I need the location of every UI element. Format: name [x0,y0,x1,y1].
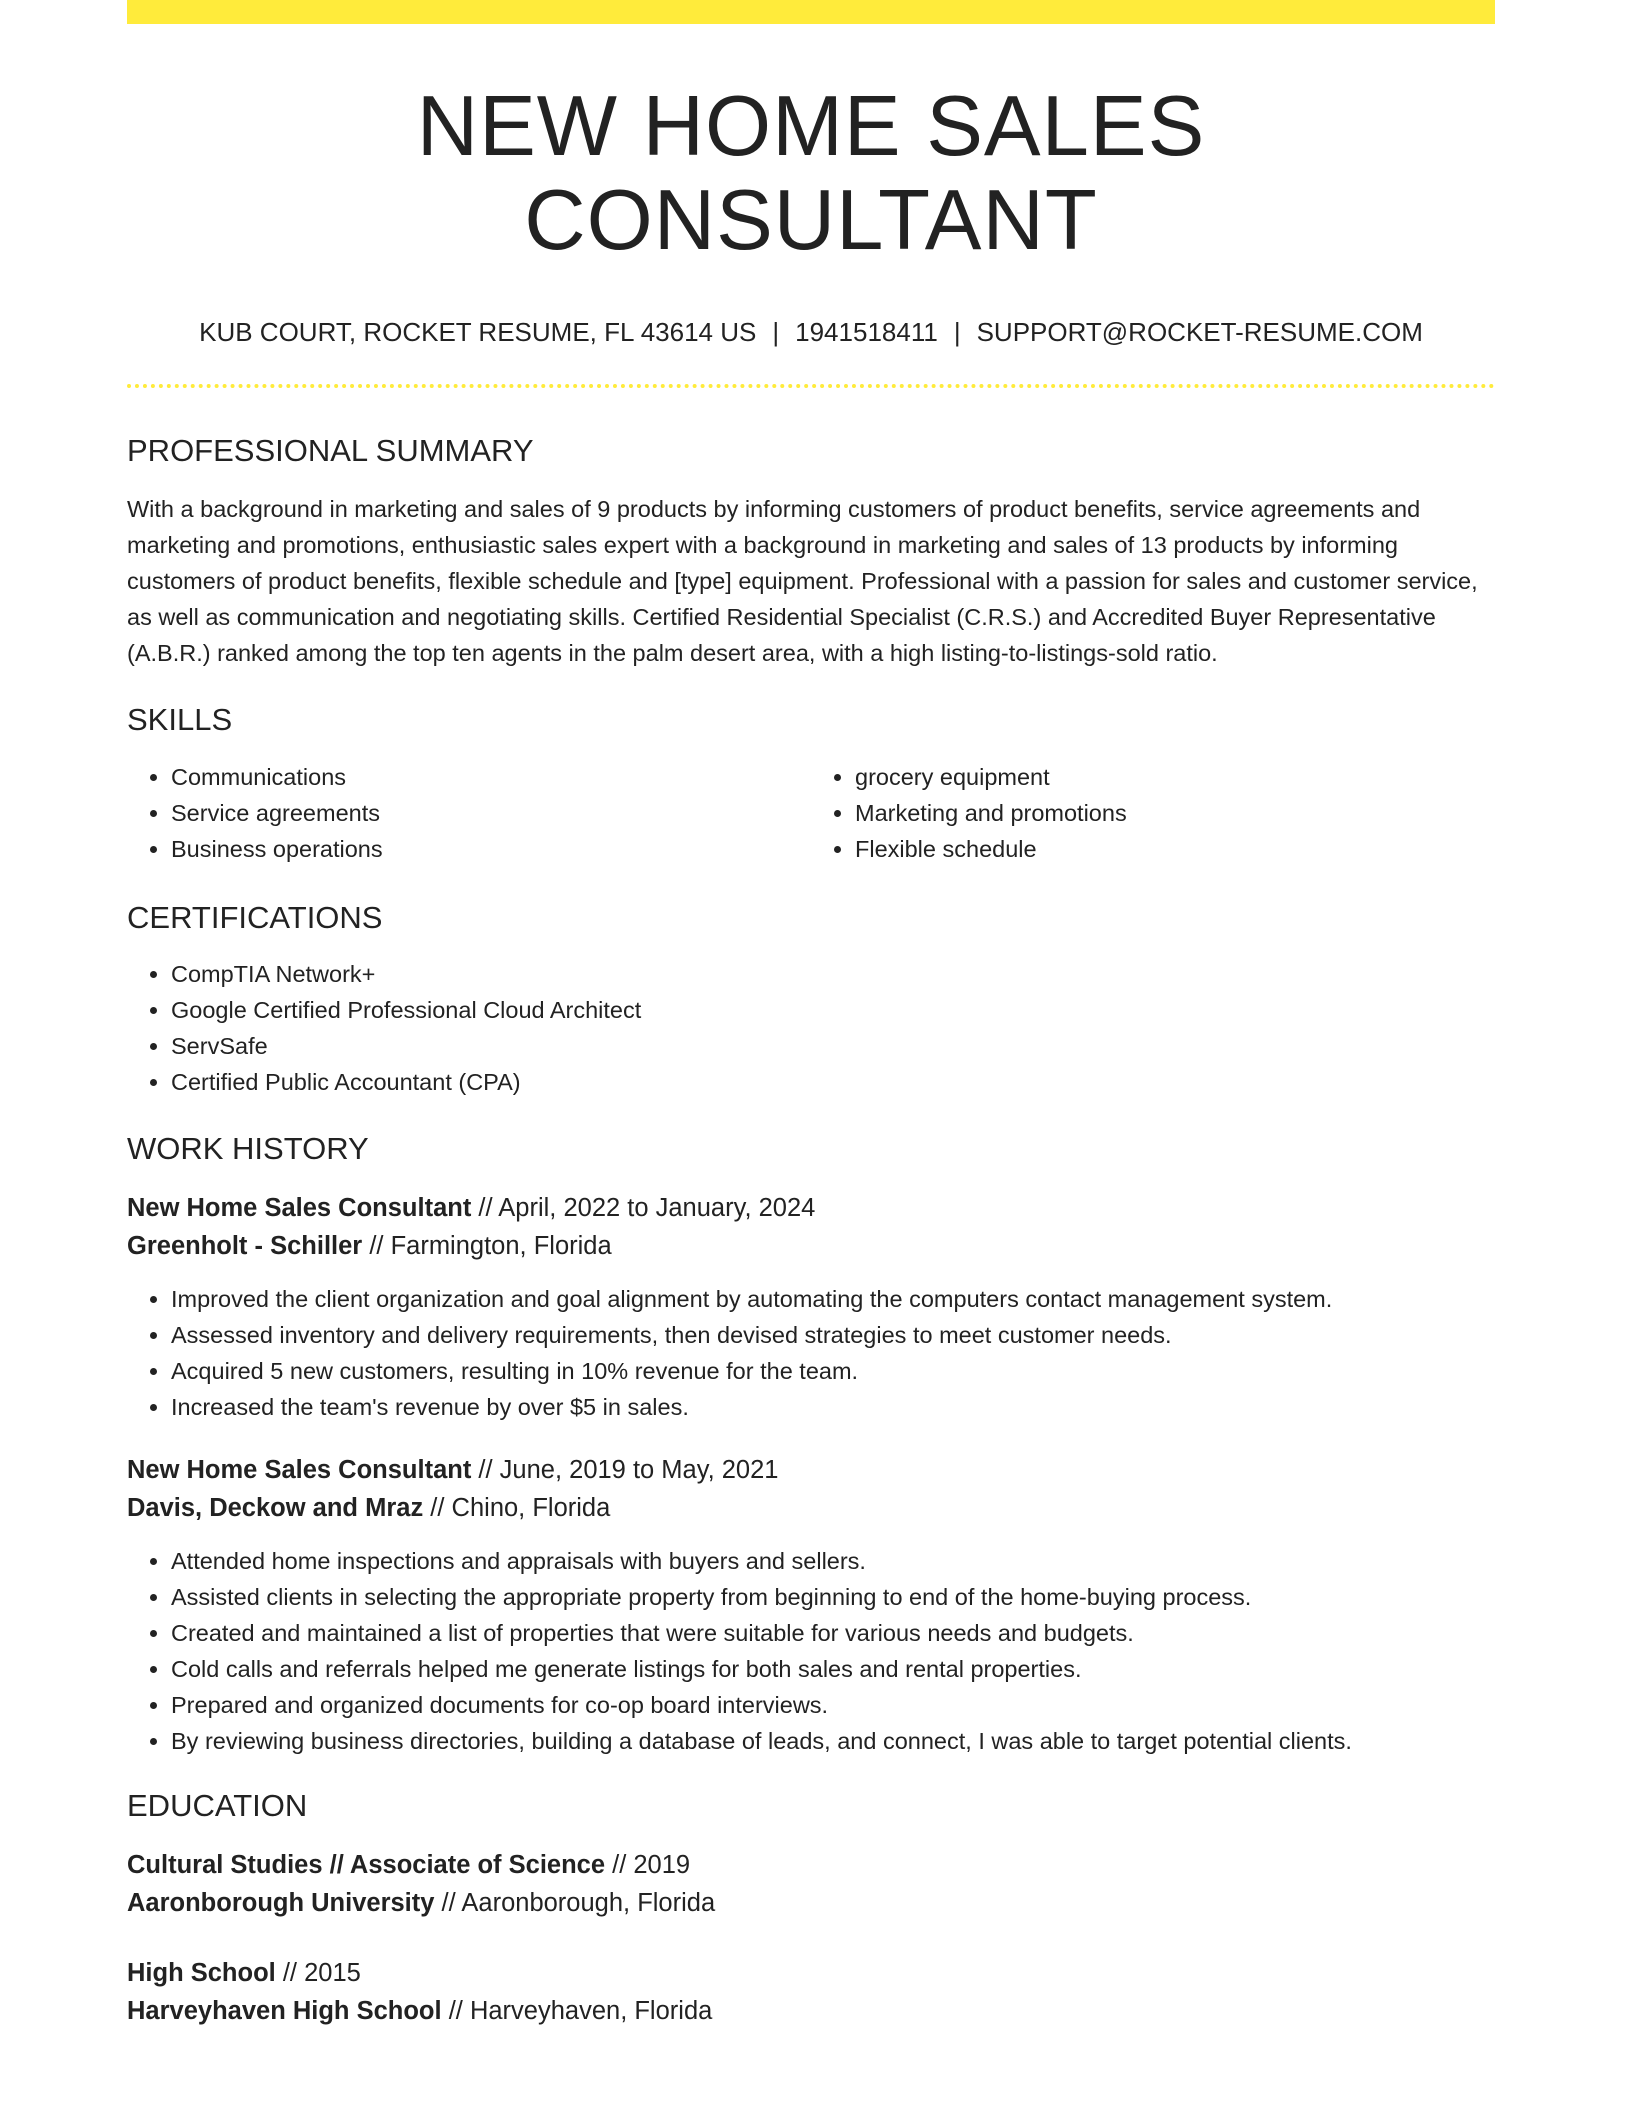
skills-heading: SKILLS [127,702,233,738]
education-school: Aaronborough University [127,1889,435,1918]
skills-list [127,759,1495,867]
contact-separator: | [772,317,780,347]
summary-heading: PROFESSIONAL SUMMARY [127,433,534,469]
skill-item: • Marketing and promotions [855,795,1495,831]
job-company: Greenholt - Schiller [127,1231,363,1260]
job-location: // Chino, Florida [430,1493,611,1522]
education-school-line [127,1884,1495,1922]
education-degree: High School [127,1959,276,1988]
job-company: Davis, Deckow and Mraz [127,1493,424,1522]
job-location: // Farmington, Florida [369,1231,612,1260]
education-year: // 2019 [612,1851,691,1880]
job-bullet: • Increased the team's revenue by over $5 in sales. [171,1389,1495,1425]
job-dates: // April, 2022 to January, 2024 [478,1193,816,1222]
education-location: // Harveyhaven, Florida [448,1997,713,2026]
job-bullet: • Prepared and organized documents for co-op board interviews. [171,1687,1495,1723]
job-bullet: • By reviewing business directories, building a database of leads, and connect, I was able to target potential clients. [171,1723,1495,1759]
job-company-line [127,1489,1495,1527]
contact-phone: 1941518411 [795,317,938,347]
skill-item: • Service agreements [171,795,811,831]
contact-separator: | [953,317,961,347]
dotted-divider [127,384,1495,388]
education-school: Harveyhaven High School [127,1997,442,2026]
skill-item: • Business operations [171,831,811,867]
job-role: New Home Sales Consultant [127,1455,472,1484]
job-bullet: • Cold calls and referrals helped me generate listings for both sales and rental properties. [171,1651,1495,1687]
job-bullet: • Attended home inspections and appraisals with buyers and sellers. [171,1543,1495,1579]
education-degree-line [127,1954,1495,1992]
education-heading: EDUCATION [127,1787,308,1823]
work-history-heading: WORK HISTORY [127,1130,369,1166]
education-location: // Aaronborough, Florida [441,1889,716,1918]
education-degree-line [127,1846,1495,1884]
education-entry [127,1954,1495,2030]
summary-text: With a background in marketing and sales of 9 products by informing customers of product benefits, service agreements and marketing and promotions, enthusiastic sales expert with a background in marketing and sales of 13 products by informing customers of product benefits, flexible schedule and [type] equipment. Professional with a passion for sales and customer service, as well as communication and negotiating skills. Certified Residential Specialist (C.R.S.) and Accredited Buyer Representative (A.B.R.) ranked among the top ten agents in the palm desert area, with a high listing-to-listings-sold ratio. [127,496,1478,667]
job-entry [127,1451,1495,1759]
resume-title: NEW HOME SALES CONSULTANT [416,79,1206,268]
job-entry [127,1189,1495,1425]
certification-item: • Google Certified Professional Cloud Architect [171,992,1495,1028]
job-bullet: • Created and maintained a list of properties that were suitable for various needs and budgets. [171,1615,1495,1651]
certification-item: • CompTIA Network+ [171,956,1495,992]
education-entry [127,1846,1495,1922]
certification-item: • Certified Public Accountant (CPA) [171,1064,1495,1100]
job-role-line [127,1189,1495,1227]
job-bullets [127,1281,1495,1425]
job-bullet: • Improved the client organization and goal alignment by automating the computers contact management system. [171,1281,1495,1317]
resume-page [127,0,1495,2030]
contact-address: KUB COURT, ROCKET RESUME, FL 43614 US [199,317,757,347]
certifications-heading: CERTIFICATIONS [127,899,383,935]
education-degree: Cultural Studies // Associate of Science [127,1851,606,1880]
skills-column-left [127,759,811,867]
certifications-list [127,956,1495,1100]
contact-line [127,317,1495,348]
job-role: New Home Sales Consultant [127,1193,472,1222]
accent-top-bar [127,0,1495,24]
skill-item: • grocery equipment [855,759,1495,795]
job-role-line [127,1451,1495,1489]
job-bullets [127,1543,1495,1759]
education-school-line [127,1992,1495,2030]
job-bullet: • Acquired 5 new customers, resulting in 10% revenue for the team. [171,1353,1495,1389]
education-year: // 2015 [282,1959,361,1988]
job-bullet: • Assisted clients in selecting the appropriate property from beginning to end of the home-buying process. [171,1579,1495,1615]
job-company-line [127,1227,1495,1265]
skills-column-right [811,759,1495,867]
contact-email: SUPPORT@ROCKET-RESUME.COM [976,317,1423,347]
skill-item: • Flexible schedule [855,831,1495,867]
certification-item: • ServSafe [171,1028,1495,1064]
skill-item: • Communications [171,759,811,795]
job-dates: // June, 2019 to May, 2021 [478,1455,779,1484]
job-bullet: • Assessed inventory and delivery requirements, then devised strategies to meet customer needs. [171,1317,1495,1353]
